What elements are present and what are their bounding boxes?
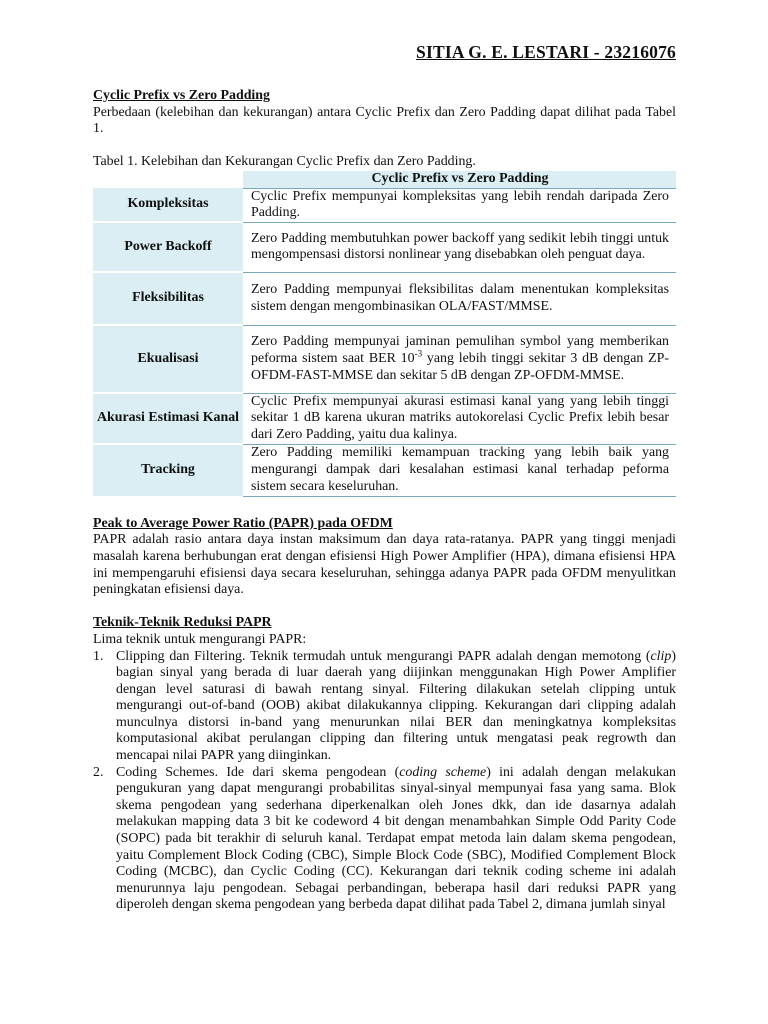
table-row xyxy=(93,188,676,222)
row-description: Cyclic Prefix mempunyai akurasi estimasi kanal yang yang lebih tinggi sekitar 1 dB karena ukuran matriks autokorelasi Cyclic Prefix lebih besar dari Zero Padding, yaitu dua kalinya. xyxy=(243,393,676,444)
papr-paragraph: PAPR adalah rasio antara daya instan maksimum dan daya rata-ratanya. PAPR yang tinggi menjadi masalah karena berhubungan erat dengan efisiensi High Power Amplifier (HPA), dimana efisiensi HPA ini mempengaruhi efisiensi daya secara keseluruhan, sehingga adanya PAPR pada OFDM menyulitkan peningkatan efisiensi daya. xyxy=(93,532,676,598)
row-description: Zero Padding membutuhkan power backoff yang sedikit lebih tinggi untuk mengompensasi distorsi nonlinear yang disebabkan oleh penguat daya. xyxy=(243,222,676,272)
technique-list xyxy=(93,649,676,915)
table-row xyxy=(93,325,676,393)
row-description: Cyclic Prefix mempunyai kompleksitas yang lebih rendah daripada Zero Padding. xyxy=(243,188,676,222)
section-heading-cp-zp: Cyclic Prefix vs Zero Padding xyxy=(93,88,270,103)
row-label: Power Backoff xyxy=(93,222,243,272)
section-intro-paragraph: Perbedaan (kelebihan dan kekurangan) antara Cyclic Prefix dan Zero Padding dapat dilihat pada Tabel 1. xyxy=(93,104,676,137)
table-column-header: Cyclic Prefix vs Zero Padding xyxy=(243,171,676,188)
row-label: Tracking xyxy=(93,444,243,496)
table-caption: Tabel 1. Kelebihan dan Kekurangan Cyclic Prefix dan Zero Padding. xyxy=(93,154,476,170)
row-description: Zero Padding mempunyai fleksibilitas dalam menentukan kompleksitas sistem dengan mengombinasikan OLA/FAST/MMSE. xyxy=(243,272,676,325)
reduction-intro: Lima teknik untuk mengurangi PAPR: xyxy=(93,631,307,647)
list-item: 1. Clipping dan Filtering. Teknik termudah untuk mengurangi PAPR adalah dengan memotong (clip) bagian sinyal yang berada di luar daerah yang diijinkan menggunakan High Power Amplifier dengan level saturasi di bawah rentang sinyal. Filtering dilakukan setelah clipping untuk mengurangi out-of-band (OOB) akibat dilakukannya clipping. Kekurangan dari clipping adalah munculnya distorsi in-band yang menurunkan nilai BER dan meningkatnya kompleksitas komputasional akibat perulangan clipping dan filtering untuk mengatasi peak regrowth dan mencapai nilai PAPR yang diinginkan. xyxy=(93,648,676,764)
section-heading-reduction: Teknik-Teknik Reduksi PAPR xyxy=(93,615,272,631)
row-description: Zero Padding memiliki kemampuan tracking yang lebih baik yang mengurangi dampak dari kesalahan estimasi kanal terhadap peforma sistem secara keseluruhan. xyxy=(243,444,676,496)
section-heading-papr: Peak to Average Power Ratio (PAPR) pada OFDM xyxy=(93,515,393,531)
table-row xyxy=(93,393,676,444)
row-label: Fleksibilitas xyxy=(93,272,243,325)
row-label: Akurasi Estimasi Kanal xyxy=(93,393,243,444)
row-label: Kompleksitas xyxy=(93,188,243,222)
row-label: Ekualisasi xyxy=(93,325,243,393)
comparison-table xyxy=(93,171,676,497)
row-description: Zero Padding mempunyai jaminan pemulihan symbol yang memberikan peforma sistem saat BER $10^{-3}$ yang lebih tinggi sekitar 3 dB dengan ZP-OFDM-FAST-MMSE dan sekitar 5 dB dengan ZP-OFDM-MMSE. xyxy=(243,325,676,393)
author-header: SITIA G. E. LESTARI - 23216076 xyxy=(416,42,676,62)
document-body xyxy=(93,88,676,914)
table-row xyxy=(93,444,676,496)
table-header-row xyxy=(93,171,676,188)
table-row xyxy=(93,272,676,325)
list-item: 2. Coding Schemes. Ide dari skema pengodean (coding scheme) ini adalah dengan melakukan pengukuran yang dapat mengurangi probabilitas sinyal-sinyal mempunyai fasa yang sama. Blok skema pengodean yang sederhana diperkenalkan oleh Jones dkk, dan ide dasarnya adalah melakukan mapping data 3 bit ke codeword 4 bit dengan menambahkan Simple Odd Parity Code (SOPC) pada bit terakhir di seluruh kanal. Terdapat empat metoda lain dalam skema pengodean, yaitu Complement Block Coding (CBC), Simple Block Code (SBC), Modified Complement Block Coding (MCBC), dan Cyclic Coding (CC). Kekurangan dari teknik coding scheme ini adalah menurunnya laju pengodean. Sebagai perbandingan, beberapa hasil dari reduksi PAPR yang diperoleh dengan skema pengodean yang berbeda dapat dilihat pada Tabel 2, dimana jumlah sinyal xyxy=(93,764,677,913)
table-row xyxy=(93,222,676,272)
